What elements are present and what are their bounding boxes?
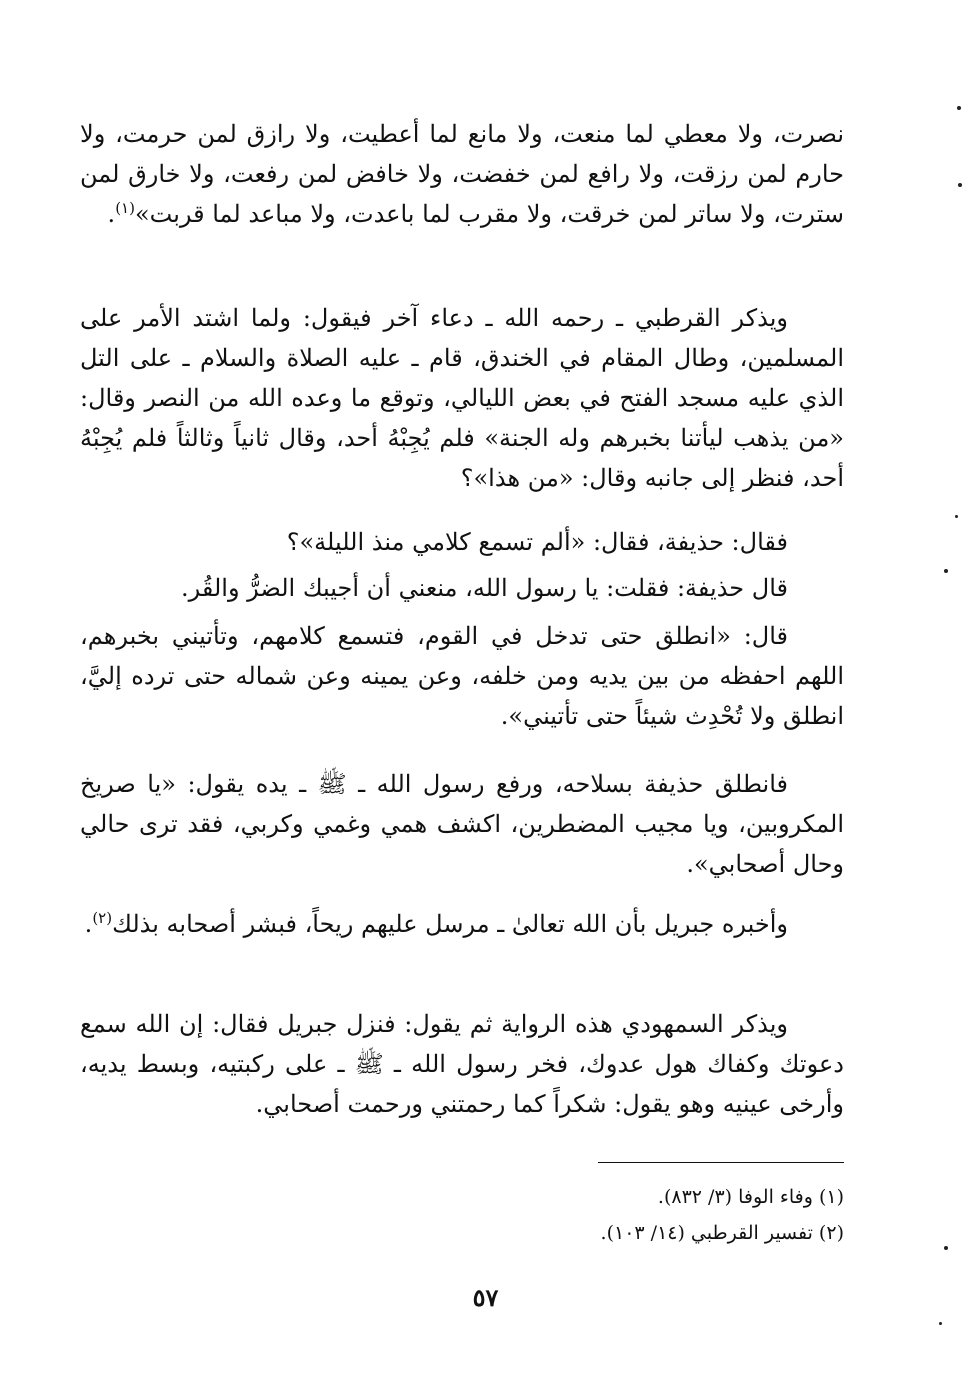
- scan-speck: [944, 569, 948, 573]
- paragraph-qurtubi: [80, 298, 844, 498]
- paragraph-command: [80, 616, 844, 736]
- paragraph-text: قال حذيفة: فقلت: يا رسول الله، منعني أن أجيبك الضرُّ والقُر.: [180, 574, 788, 602]
- paragraph-samhudi: [80, 1004, 844, 1124]
- scan-speck: [957, 106, 961, 110]
- scan-speck: [944, 1246, 948, 1250]
- paragraph-text: قال: «انطلق حتى تدخل في القوم، فتسمع كلامهم، وتأتيني بخبرهم، اللهم احفظه من بين يديه ومن خلفه، وعن يمينه وعن شماله حتى ترده إليَّ، انطلق ولا تُحْدِث شيئاً حتى تأتيني».: [80, 622, 844, 730]
- footnote-ref-2: (٢): [92, 909, 113, 927]
- scan-speck: [958, 183, 962, 187]
- paragraph-continuation: [80, 114, 844, 234]
- paragraph-end: .: [107, 200, 116, 228]
- paragraph-hudhayfa-reply: [80, 522, 844, 562]
- paragraph-text: نصرت، ولا معطي لما منعت، ولا مانع لما أعطيت، ولا رازق لمن حرمت، ولا حارم لمن رزقت، ولا رافع لمن خفضت، ولا خافض لمن رفعت، ولا خارق لمن سترت، ولا ساتر لمن خرقت، ولا مقرب لما باعدت، ولا مباعد لما قربت»: [80, 120, 844, 228]
- paragraph-end: .: [84, 910, 93, 938]
- paragraph-text: ويذكر السمهودي هذه الرواية ثم يقول: فنزل جبريل فقال: إن الله سمع دعوتك وكفاك هول عدوك، فخر رسول الله ـ ﷺ ـ على ركبتيه، وبسط يديه، وأرخى عينيه وهو يقول: شكراً كما رحمتني ورحمت أصحابي.: [80, 1010, 844, 1118]
- footnote-1: (١) وفاء الوفا (٣/ ٨٣٢).: [657, 1186, 844, 1208]
- paragraph-prayer: [80, 764, 844, 884]
- page-number: ٥٧: [472, 1283, 499, 1312]
- paragraph-hudhayfa-excuse: [80, 568, 844, 608]
- paragraph-text: وأخبره جبريل بأن الله تعالىٰ ـ مرسل عليهم ريحاً، فبشر أصحابه بذلك: [112, 910, 788, 938]
- paragraph-text: فقال: حذيفة، فقال: «ألم تسمع كلامي منذ الليلة»؟: [286, 528, 788, 556]
- footnote-separator: [598, 1162, 844, 1163]
- footnote-ref-1: (١): [115, 199, 135, 217]
- scan-speck: [955, 515, 958, 518]
- paragraph-jibril: [80, 904, 844, 944]
- paragraph-text: فانطلق حذيفة بسلاحه، ورفع رسول الله ـ ﷺ ـ يده يقول: «يا صريخ المكروبين، ويا مجيب المضطرين، اكشف همي وغمي وكربي، فقد ترى حالي وحال أصحابي».: [80, 770, 844, 878]
- footnote-2: (٢) تفسير القرطبي (١٤/ ١٠٣).: [600, 1222, 844, 1244]
- scan-speck: [939, 1322, 942, 1325]
- paragraph-text: ويذكر القرطبي ـ رحمه الله ـ دعاء آخر فيقول: ولما اشتد الأمر على المسلمين، وطال المقام في الخندق، قام ـ عليه الصلاة والسلام ـ على التل الذي عليه مسجد الفتح في بعض الليالي، وتوقع ما وعده الله من النصر وقال: «من يذهب ليأتنا بخبرهم وله الجنة» فلم يُجِبْهُ أحد، وقال ثانياً وثالثاً فلم يُجِبْهُ أحد، فنظر إلى جانبه وقال: «من هذا»؟: [80, 304, 845, 492]
